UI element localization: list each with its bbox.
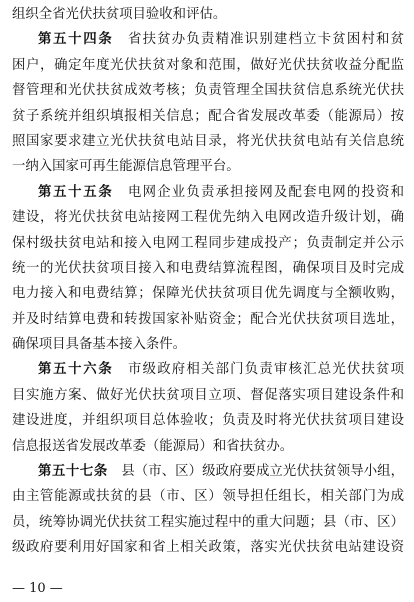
text: 信息报送省发展改革委（能源局）和省扶贫办。 (12, 438, 294, 454)
document-body (12, 2, 404, 561)
text: 督管理和光伏扶贫成效考核；负责管理全国扶贫信息系统光伏扶 (12, 83, 404, 99)
paragraph-line (12, 2, 404, 27)
paragraph-line (12, 307, 404, 332)
text: 级政府要利用好国家和省上相关政策，落实光伏扶贫电站建设资 (12, 540, 404, 556)
paragraph-line (12, 154, 404, 179)
page-number: — 10 — (12, 581, 63, 596)
article-55-heading: 第五十五条 (38, 184, 114, 200)
text: 建设进度，并组织项目总体验收；负责及时将光伏扶贫项目建设 (12, 413, 404, 429)
paragraph-line (12, 53, 404, 78)
paragraph-line (12, 78, 404, 103)
text: 确保项目具备基本接入条件。 (12, 337, 187, 353)
text: 贫子系统并组织填报相关信息；配合省发展改革委（能源局）按 (12, 108, 404, 124)
article-57-line (12, 459, 404, 484)
text: 电网企业负责承担接网及配套电网的投资和 (128, 184, 404, 200)
article-56-heading: 第五十六条 (38, 362, 114, 378)
text: 建设，将光伏扶贫电站接网工程优先纳入电网改造升级计划，确 (12, 210, 404, 226)
paragraph-line (12, 434, 404, 459)
article-55-line (12, 180, 404, 205)
text: 一纳入国家可再生能源信息管理平台。 (12, 159, 240, 175)
paragraph-line (12, 408, 404, 433)
article-57-heading: 第五十七条 (38, 464, 108, 480)
text: 保村级扶贫电站和接入电网工程同步建成投产；负责制定并公示 (12, 235, 404, 251)
text: 电力接入和电费结算；保障光伏扶贫项目优先调度与全额收购， (12, 286, 404, 302)
text: 市级政府相关部门负责审核汇总光伏扶贫项 (128, 362, 404, 378)
text: 统一的光伏扶贫项目接入和电费结算流程图，确保项目及时完成 (12, 260, 404, 276)
paragraph-line (12, 205, 404, 230)
paragraph-line (12, 484, 404, 509)
text: 省扶贫办负责精准识别建档立卡贫困村和贫 (128, 32, 404, 48)
paragraph-line (12, 129, 404, 154)
text: 困户，确定年度光伏扶贫对象和范围，做好光伏扶贫收益分配监 (12, 57, 404, 73)
text: 照国家要求建立光伏扶贫电站目录，将光伏扶贫电站有关信息统 (12, 133, 404, 149)
paragraph-line (12, 231, 404, 256)
text: 并及时结算电费和转拨国家补贴资金；配合光伏扶贫项目选址， (12, 311, 404, 327)
paragraph-line (12, 256, 404, 281)
paragraph-line (12, 332, 404, 357)
paragraph-line (12, 281, 404, 306)
text: 由主管能源或扶贫的县（市、区）领导担任组长，相关部门为成 (12, 489, 404, 505)
paragraph-line (12, 535, 404, 560)
paragraph-line (12, 383, 404, 408)
text: 目实施方案、做好光伏扶贫项目立项、督促落实项目建设条件和 (12, 387, 404, 403)
article-54-heading: 第五十四条 (38, 32, 114, 48)
article-54-line (12, 27, 404, 52)
paragraph-line (12, 510, 404, 535)
article-56-line (12, 357, 404, 382)
paragraph-line (12, 104, 404, 129)
text: 县（市、区）级政府要成立光伏扶贫领导小组， (121, 464, 404, 480)
text: 组织全省光伏扶贫项目验收和评估。 (12, 7, 227, 22)
text: 员，统筹协调光伏扶贫工程实施过程中的重大问题；县（市、区） (12, 514, 404, 530)
